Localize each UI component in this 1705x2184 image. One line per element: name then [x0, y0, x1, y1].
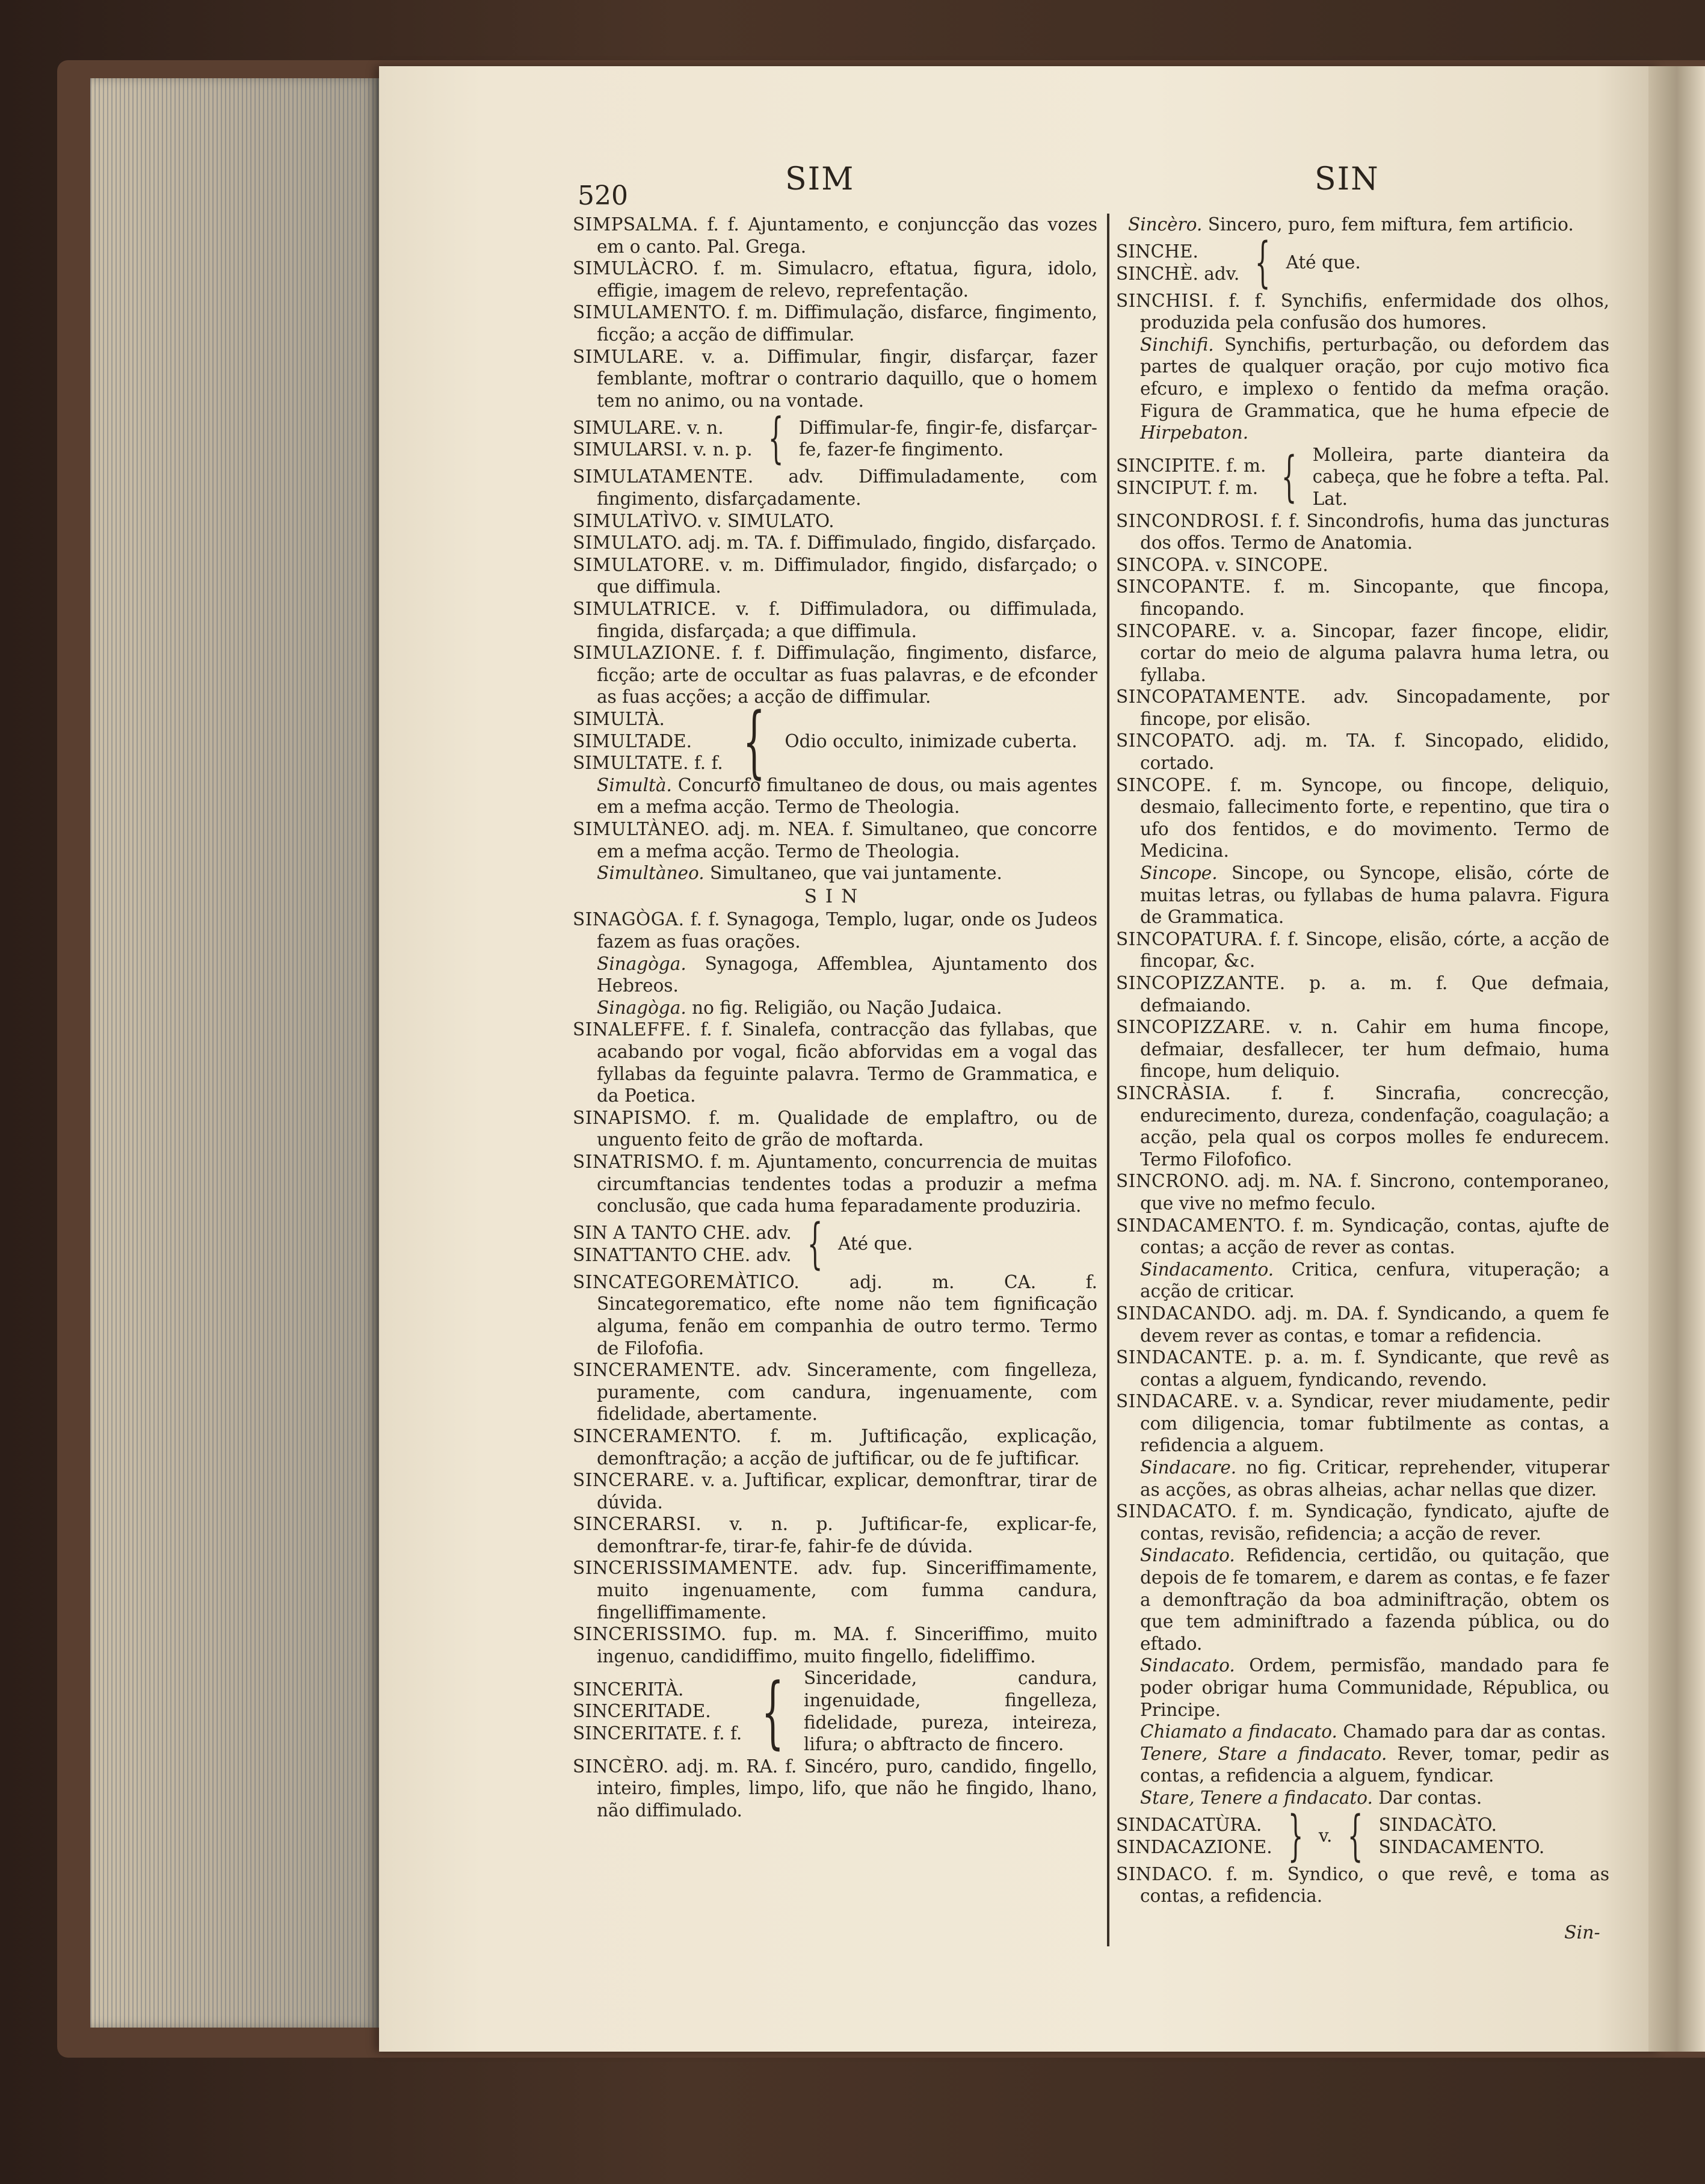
entry: SIMULAMENTO. f. m. Diffimulação, disfarce, fingimento, ficção; a acção de diffimular.: [573, 302, 1097, 345]
entry: SIMULÀCRO. f. m. Simulacro, eftatua, figura, idolo, effigie, imagem de relevo, reprefentação.: [573, 258, 1097, 301]
entry-group: SINCIPITE. f. m. SINCIPUT. f. m. { Molleira, parte dianteira da cabeça, que he fobre a tefta. Pal. Lat.: [1116, 444, 1609, 509]
gutter: [1648, 66, 1705, 2052]
left-column: [573, 214, 1097, 1822]
entry-group: SINCERITÀ. SINCERITADE. SINCERITATE. f. f. { Sinceridade, candura, ingenuidade, fingelleza, fidelidade, pureza, inteireza, lifura; o abftracto de fincero.: [573, 1665, 1097, 1757]
entry: SINCONDROSI. f. f. Sincondrofis, huma das juncturas dos offos. Termo de Anatomia.: [1116, 510, 1609, 554]
sub-entry: Stare, Tenere a findacato. Dar contas.: [1140, 1787, 1482, 1808]
brace: {: [807, 1212, 823, 1276]
page-number: 520: [578, 180, 628, 211]
entry: SINCOPATO. adj. m. TA. f. Sincopado, elidido, cortado.: [1116, 730, 1609, 774]
entry: SINCOPATAMENTE. adv. Sincopadamente, por fincope, por elisão.: [1116, 686, 1609, 729]
sub-entry: Sindacato. Refidencia, certidão, ou quitação, que depois de fe tomarem, e darem as contas, e fe fazer a demonftração da boa adminiftração, obtem os que tem adminiftrado a fazenda pública, ou do eftado.: [1140, 1545, 1609, 1654]
entry: SINCATEGOREMÀTICO. adj. m. CA. f. Sincategorematico, efte nome não tem fignificação alguma, fenão em companhia de outro termo. Termo de Filofofia.: [573, 1271, 1097, 1359]
entry-group: SIMULTÀ. SIMULTADE. SIMULTATE. f. f. { Odio occulto, inimizade cuberta.: [573, 695, 1078, 787]
entry: SINALEFFE. f. f. Sinalefa, contracção das fyllabas, que acabando por vogal, ficão abforvidas em a vogal das fyllabas da feguinte palavra. Termo de Grammatica, e da Poetica.: [573, 1019, 1097, 1106]
entry-group: SIN A TANTO CHE. adv. SINATTANTO CHE. adv. { Até que.: [573, 1212, 913, 1276]
entry-group: SIMULARE. v. n. SIMULARSI. v. n. p. { Diffimular-fe, fingir-fe, disfarçar-fe, fazer-fe fingimento.: [573, 407, 1097, 470]
sub-entry: Sincèro. Sincero, puro, fem miftura, fem artificio.: [1128, 214, 1574, 235]
sub-entry: Sinagòga. Synagoga, Affemblea, Ajuntamento dos Hebreos.: [597, 953, 1097, 996]
entry: SINCOPE. f. m. Syncope, ou fincope, deliquio, desmaio, fallecimento forte, e repentino, que tira o ufo dos fentidos, e do movimento. Termo de Medicina.: [1116, 774, 1609, 862]
entry: SIMULATO. adj. m. TA. f. Diffimulado, fingido, disfarçado.: [573, 532, 1097, 554]
entry: SIMULATAMENTE. adv. Diffimuladamente, com fingimento, disfarçadamente.: [573, 466, 1097, 509]
brace: {: [742, 695, 765, 787]
entry: SINCRONO. adj. m. NA. f. Sincrono, contemporaneo, que vive no mefmo feculo.: [1116, 1171, 1609, 1214]
sub-entry: Sindacato. Ordem, permisfão, mandado para fe poder obrigar huma Communidade, Républica, ou Principe.: [1140, 1655, 1609, 1720]
entry: SIMULAZIONE. f. f. Diffimulação, fingimento, disfarce, ficção; arte de occultar as fuas palavras, e de efconder as fuas acções; a acção de diffimular.: [573, 643, 1097, 708]
entry: SIMPSALMA. f. f. Ajuntamento, e conjuncção das vozes em o canto. Pal. Grega.: [573, 214, 1097, 257]
brace: {: [1255, 230, 1271, 294]
brace: {: [1348, 1804, 1363, 1868]
entry: SINCOPANTE. f. m. Sincopante, que fincopa, fincopando.: [1116, 576, 1609, 619]
entry: SIMULATORE. v. m. Diffimulador, fingido, disfarçado; o que diffimula.: [573, 554, 1097, 597]
sub-entry: Sinagòga. no fig. Religião, ou Nação Judaica.: [597, 997, 1002, 1018]
entry: SINCOPATURA. f. f. Sincope, elisão, córte, a acção de fincopar, &c.: [1116, 928, 1609, 972]
sub-entry: Sincope. Sincope, ou Syncope, elisão, córte de muitas letras, ou fyllabas de huma palavra. Figura de Grammatica.: [1140, 863, 1609, 928]
entry: SINCERISSIMAMENTE. adv. fup. Sinceriffimamente, muito ingenuamente, com fumma candura, fingelliffimamente.: [573, 1558, 1097, 1623]
sub-entry: Simultàneo. Simultaneo, que vai juntamente.: [597, 863, 1002, 884]
entry: SIMULATÌVO. v. SIMULATO.: [573, 510, 834, 531]
entry: SINCERAMENTO. f. m. Juftificação, explicação, demonftração; a acção de juftificar, ou de fe juftificar.: [573, 1425, 1097, 1469]
brace: {: [1281, 445, 1297, 508]
brace: }: [1287, 1804, 1304, 1868]
entry: SINCERARE. v. a. Juftificar, explicar, demonftrar, tirar de dúvida.: [573, 1470, 1097, 1513]
entry: SINCRÀSIA. f. f. Sincrafia, concrecção, endurecimento, dureza, condenfação, coagulação; a acção, pela qual os corpos molles fe endurecem. Termo Filofofico.: [1116, 1082, 1609, 1170]
entry: SINDACO. f. m. Syndico, o que revê, e toma as contas, a refidencia.: [1116, 1863, 1609, 1907]
section-heading: SIN: [804, 885, 866, 907]
brace: {: [768, 407, 784, 470]
entry-group: SINDACATÙRA. SINDACAZIONE. } v. { SINDACÀTO. SINDACAMENTO.: [1116, 1804, 1545, 1868]
sub-entry: Sinchifi. Synchifis, perturbação, ou defordem das partes de qualquer oração, por cujo motivo fica efcuro, e implexo o fentido da mefma oração. Figura de Grammatica, que he huma efpecie de Hirpebaton.: [1140, 334, 1609, 443]
entry: SIMULTÀNEO. adj. m. NEA. f. Simultaneo, que concorre em a mefma acção. Termo de Theologia.: [573, 819, 1097, 862]
sub-entry: Sindacamento. Critica, cenfura, vituperação; a acção de criticar.: [1140, 1259, 1609, 1302]
entry: SINAGÒGA. f. f. Synagoga, Templo, lugar, onde os Judeos fazem as fuas orações.: [573, 909, 1097, 952]
brace: {: [761, 1665, 785, 1757]
entry: SINCOPARE. v. a. Sincopar, fazer fincope, elidir, cortar do meio de alguma palavra huma letra, ou fyllaba.: [1116, 620, 1609, 685]
entry: SINCÈRO. adj. m. RA. f. Sincéro, puro, candido, fingello, inteiro, fimples, limpo, lifo, que não he fingido, lhano, não diffimulado.: [573, 1756, 1097, 1821]
entry: SINCHISI. f. f. Synchifis, enfermidade dos olhos, produzida pela confusão dos humores.: [1116, 290, 1609, 333]
running-head-right: SIN: [1315, 161, 1380, 197]
running-head-left: SIM: [785, 161, 855, 197]
entry: SIMULARE. v. a. Diffimular, fingir, disfarçar, fazer femblante, moftrar o contrario daquillo, que o homem tem no animo, ou na vontade.: [573, 346, 1097, 411]
sub-entry: Chiamato a findacato. Chamado para dar as contas.: [1140, 1721, 1606, 1742]
entry: SIMULATRICE. v. f. Diffimuladora, ou diffimulada, fingida, disfarçada; a que diffimula.: [573, 598, 1097, 641]
sub-entry: Simultà. Concurfo fimultaneo de dous, ou mais agentes em a mefma acção. Termo de Theologia.: [597, 774, 1097, 818]
sub-entry: Sindacare. no fig. Criticar, reprehender, vituperar as acções, as obras alheias, achar nellas que dizer.: [1140, 1457, 1609, 1500]
entry: SINDACATO. f. m. Syndicação, fyndicato, ajufte de contas, revisão, refidencia; a acção de rever.: [1116, 1501, 1609, 1544]
right-column: [1104, 214, 1609, 1907]
catchword: Sin-: [1564, 1922, 1600, 1943]
sub-entry: Tenere, Stare a findacato. Rever, tomar, pedir as contas, a refidencia a alguem, fyndicar.: [1140, 1743, 1609, 1786]
entry: SINDACANDO. adj. m. DA. f. Syndicando, a quem fe devem rever as contas, e tomar a refidencia.: [1116, 1303, 1609, 1346]
entry: SINCERISSIMO. fup. m. MA. f. Sinceriffimo, muito ingenuo, candidiffimo, muito fingello, fideliffimo.: [573, 1624, 1097, 1667]
entry: SINCOPIZZARE. v. n. Cahir em huma fincope, defmaiar, desfallecer, ter hum defmaio, huma fincope, hum deliquio.: [1116, 1017, 1609, 1082]
entry: SINDACANTE. p. a. m. f. Syndicante, que revê as contas a alguem, fyndicando, revendo.: [1116, 1347, 1609, 1390]
entry: SINATRISMO. f. m. Ajuntamento, concurrencia de muitas circumftancias tendentes todas a produzir a mefma conclusão, que cada huma feparadamente produziria.: [573, 1151, 1097, 1217]
entry: SINCERAMENTE. adv. Sinceramente, com fingelleza, puramente, com candura, ingenuamente, com fidelidade, abertamente.: [573, 1360, 1097, 1425]
entry: SINCERARSI. v. n. p. Juftificar-fe, explicar-fe, demonftrar-fe, tirar-fe, fahir-fe de dúvida.: [573, 1514, 1097, 1556]
entry: SINAPISMO. f. m. Qualidade de emplaftro, ou de unguento feito de grão de moftarda.: [573, 1107, 1097, 1150]
entry: SINCOPA. v. SINCOPE.: [1116, 554, 1328, 575]
entry: SINDACAMENTO. f. m. Syndicação, contas, ajufte de contas; a acção de rever as contas.: [1116, 1215, 1609, 1258]
entry: SINDACARE. v. a. Syndicar, rever miudamente, pedir com diligencia, tomar fubtilmente as contas, a refidencia a alguem.: [1116, 1391, 1609, 1456]
fore-edge: [90, 78, 379, 2028]
entry-group: SINCHE. SINCHÈ. adv. { Até que.: [1116, 230, 1361, 294]
entry: SINCOPIZZANTE. p. a. m. f. Que defmaia, defmaiando.: [1116, 973, 1609, 1016]
